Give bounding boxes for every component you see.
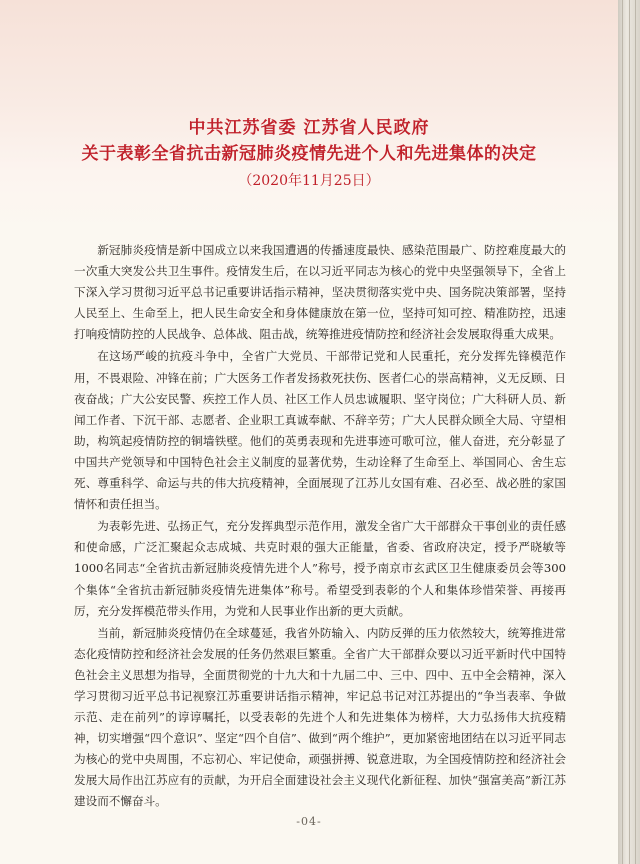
edge-line xyxy=(629,0,630,864)
paragraph-3: 为表彰先进、弘扬正气，充分发挥典型示范作用，激发全省广大干部群众干事创业的责任感和使命感，广泛汇聚起众志成城、共克时艰的强大正能量，省委、省政府决定，授予严晓敏等1000名同志“全省抗击新冠肺炎疫情先进个人”称号，授予南京市玄武区卫生健康委员会等300个集体“全省抗击新冠肺炎疫情先进集体”称号。希望受到表彰的个人和集体珍惜荣誉、再接再厉，充分发挥模范带头作用，为党和人民事业作出新的更大贡献。 xyxy=(74,519,566,618)
title-decision: 关于表彰全省抗击新冠肺炎疫情先进个人和先进集体的决定 xyxy=(81,144,537,164)
paragraph-1: 新冠肺炎疫情是新中国成立以来我国遭遇的传播速度最快、感染范围最广、防控难度最大的一次重大突发公共卫生事件。疫情发生后，在以习近平同志为核心的党中央坚强领导下，全省上下深入学习贯彻习近平总书记重要讲话指示精神，坚决贯彻落实党中央、国务院决策部署，坚持人民至上、生命至上，把人民生命安全和身体健康放在第一位，坚持可知可控、精准防控，迅速打响疫情防控的人民战争、总体战、阻击战，统筹推进疫情防控和经济社会发展取得重大成果。 xyxy=(74,243,566,342)
paragraph-2: 在这场严峻的抗疫斗争中，全省广大党员、干部带记党和人民重托，充分发挥先锋模范作用，不畏艰险、冲锋在前；广大医务工作者发扬救死扶伤、医者仁心的崇高精神，义无反顾、日夜奋战；广大公安民警、疾控工作人员、社区工作人员忠诚履职、坚守岗位；广大科研人员、新闻工作者、下沉干部、志愿者、企业职工真诚奉献、不辞辛劳；广大人民群众顾全大局、守望相助，构筑起疫情防控的铜墙铁壁。他们的英勇表现和先进事迹可歌可泣，催人奋进，充分彰显了中国共产党领导和中国特色社会主义制度的显著优势，生动诠释了生命至上、举国同心、舍生忘死、尊重科学、命运与共的伟大抗疫精神，全面展现了江苏儿女国有难、召必至、战必胜的家国情怀和责任担当。 xyxy=(74,349,566,512)
paragraph-4: 当前，新冠肺炎疫情仍在全球蔓延，我省外防输入、内防反弹的压力依然较大，统筹推进常态化疫情防控和经济社会发展的任务仍然艰巨繁重。全省广大干部群众要以习近平新时代中国特色社会主义思想为指导，全面贯彻党的十九大和十九届二中、三中、四中、五中全会精神，深入学习贯彻习近平总书记视察江苏重要讲话指示精神，牢记总书记对江苏提出的“争当表率、争做示范、走在前列”的谆谆嘱托，以受表彰的先进个人和先进集体为榜样，大力弘扬伟大抗疫精神，切实增强“四个意识”、坚定“四个自信”、做到“两个维护”，更加紧密地团结在以习近平同志为核心的党中央周围，不忘初心、牢记使命，顽强拼搏、锐意进取，为全国疫情防控和经济社会发展大局作出江苏应有的贡献，为开启全面建设社会主义现代化新征程、加快“强富美高”新江苏建设而不懈奋斗。 xyxy=(74,625,566,809)
page-number: -04- xyxy=(296,815,322,828)
edge-line xyxy=(622,0,623,864)
document-date: （2020年11月25日） xyxy=(238,173,380,189)
body-text xyxy=(74,240,566,814)
edge-line xyxy=(635,0,636,864)
page-edge xyxy=(618,0,640,864)
title-block xyxy=(0,115,618,193)
title-issuers: 中共江苏省委 江苏省人民政府 xyxy=(188,118,430,138)
